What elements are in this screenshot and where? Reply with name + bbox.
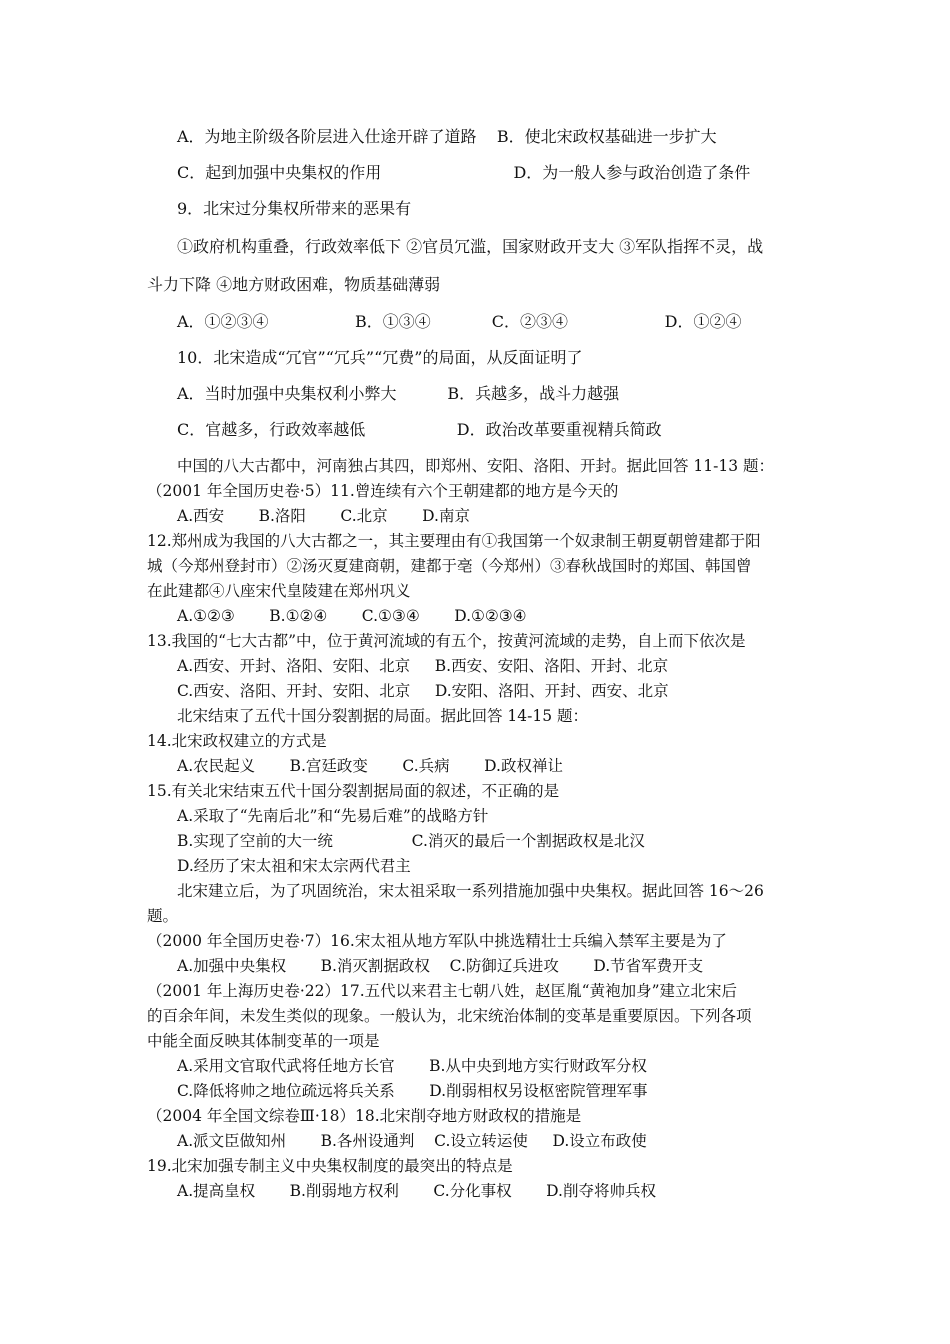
text-line: 19.北宋加强专制主义中央集权制度的最突出的特点是 <box>147 1157 513 1175</box>
text-line: A.农民起义 B.宫廷政变 C.兵病 D.政权禅让 <box>177 757 563 775</box>
text-line: 城（今郑州登封市）②汤灭夏建商朝，建都于亳（今郑州）③春秋战国时的郑国、韩国曾 <box>147 557 752 575</box>
text-line: 北宋结束了五代十国分裂割据的局面。据此回答 14-15 题： <box>177 707 589 725</box>
text-line: （2001 年上海历史卷·22）17.五代以来君主七朝八姓，赵匡胤“黄袍加身”建立北宋后 <box>147 982 738 1000</box>
text-line: C．起到加强中央集权的作用 D．为一般人参与政治创造了条件 <box>177 163 751 182</box>
text-line: D.经历了宋太祖和宋太宗两代君主 <box>177 857 411 875</box>
text-line: 13.我国的“七大古都”中，位于黄河流域的有五个，按黄河流域的走势，自上而下依次是 <box>147 632 746 650</box>
text-line: A.派文臣做知州 B.各州设通判 C.设立转运使 D.设立布政使 <box>177 1132 647 1150</box>
text-line: A.提高皇权 B.削弱地方权利 C.分化事权 D.削夺将帅兵权 <box>177 1182 656 1200</box>
text-line: 14.北宋政权建立的方式是 <box>147 732 327 750</box>
text-line: A.①②③ B.①②④ C.①③④ D.①②③④ <box>177 607 527 625</box>
text-line: 9．北宋过分集权所带来的恶果有 <box>177 199 412 218</box>
text-line: A.西安、开封、洛阳、安阳、北京 B.西安、安阳、洛阳、开封、北京 <box>177 657 669 675</box>
text-line: 中能全面反映其体制变革的一项是 <box>147 1032 380 1050</box>
text-line: 15.有关北宋结束五代十国分裂割据局面的叙述，不正确的是 <box>147 782 560 800</box>
text-line: A.采用文官取代武将任地方长官 B.从中央到地方实行财政军分权 <box>177 1057 647 1075</box>
text-line: A.采取了“先南后北”和“先易后难”的战略方针 <box>177 807 489 825</box>
text-line: 北宋建立后，为了巩固统治，宋太祖采取一系列措施加强中央集权。据此回答 16～26 <box>177 882 764 900</box>
text-line: 10．北宋造成“冗官”“冗兵”“冗费”的局面，从反面证明了 <box>177 348 583 367</box>
text-line: ①政府机构重叠，行政效率低下 ②官员冗滥，国家财政开支大 ③军队指挥不灵，战 <box>177 237 764 256</box>
text-line: （2001 年全国历史卷·5）11.曾连续有六个王朝建都的地方是今天的 <box>147 482 619 500</box>
text-line: C．官越多，行政效率越低 D．政治改革要重视精兵简政 <box>177 420 662 439</box>
text-line: C.西安、洛阳、开封、安阳、北京 D.安阳、洛阳、开封、西安、北京 <box>177 682 669 700</box>
text-line: （2004 年全国文综卷Ⅲ·18）18.北宋削夺地方财政权的措施是 <box>147 1107 582 1125</box>
text-line: 题。 <box>147 907 179 925</box>
text-line: 斗力下降 ④地方财政困难，物质基础薄弱 <box>147 275 441 294</box>
text-line: A.加强中央集权 B.消灭割据政权 C.防御辽兵进攻 D.节省军费开支 <box>177 957 704 975</box>
text-line: A．当时加强中央集权利小弊大 B．兵越多，战斗力越强 <box>177 384 620 403</box>
text-line: C.降低将帅之地位疏远将兵关系 D.削弱相权另设枢密院管理军事 <box>177 1082 648 1100</box>
text-line: A.西安 B.洛阳 C.北京 D.南京 <box>177 507 470 525</box>
text-line: 12.郑州成为我国的八大古都之一，其主要理由有①我国第一个奴隶制王朝夏朝曾建都于阳 <box>147 532 761 550</box>
text-line: 的百余年间，未发生类似的现象。一般认为，北宋统治体制的变革是重要原因。下列各项 <box>147 1007 752 1025</box>
text-line: A．为地主阶级各阶层进入仕途开辟了道路 B．使北宋政权基础进一步扩大 <box>177 127 717 146</box>
text-line: 在此建都④八座宋代皇陵建在郑州巩义 <box>147 582 411 600</box>
text-line: （2000 年全国历史卷·7）16.宋太祖从地方军队中挑选精壮士兵编入禁军主要是为了 <box>147 932 727 950</box>
text-line: A．①②③④ B．①③④ C．②③④ D．①②④ <box>177 312 742 331</box>
text-line: B.实现了空前的大一统 C.消灭的最后一个割据政权是北汉 <box>177 832 645 850</box>
text-line: 中国的八大古都中，河南独占其四，即郑州、安阳、洛阳、开封。据此回答 11-13 题： <box>177 457 775 475</box>
